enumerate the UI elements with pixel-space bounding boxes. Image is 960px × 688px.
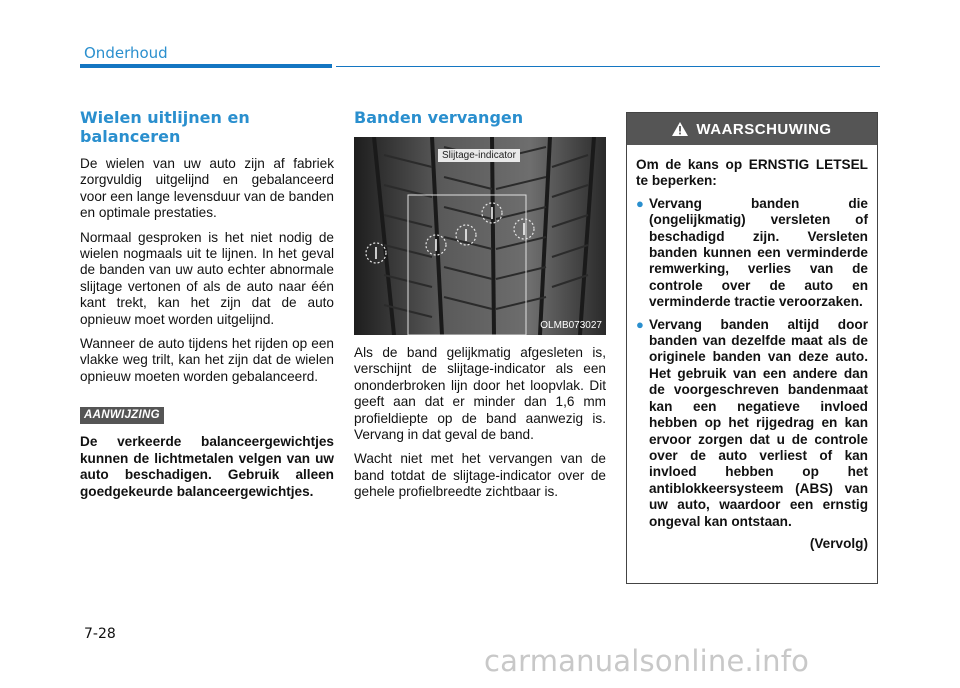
section-header: Onderhoud (84, 44, 168, 62)
paragraph: Wacht niet met het vervangen van de band totdat de slijtage-indicator over de gehele profielbreedte zichtbaar is. (354, 451, 606, 500)
middle-column (354, 108, 606, 509)
paragraph: De wielen van uw auto zijn af fabriek zorgvuldig uitgelijnd en gebalanceerd voor een lange levensduur van de banden en optimale prestaties. (80, 156, 334, 221)
section-title-tires: Banden vervangen (354, 108, 524, 127)
bullet-text: Vervang banden die (ongelijkmatig) versleten of beschadigd zijn. Versleten banden kunnen een verminderde remwerking, verlies van de controle over de auto en verminderde tractie veroorzaken. (649, 195, 868, 310)
warning-triangle-icon (672, 122, 688, 136)
continued-label: (Vervolg) (809, 535, 868, 551)
bullet-icon: ● (636, 195, 644, 211)
tire-tread-image (354, 137, 606, 335)
figure-code: OLMB073027 (540, 320, 602, 331)
note-text: De verkeerde balanceergewichtjes kunnen de lichtmetalen velgen van uw auto beschadigen. Gebruik alleen goedgekeurde balanceergewichtjes. (80, 434, 334, 499)
header-rule-thin (336, 66, 880, 67)
warning-box (626, 112, 878, 584)
note-badge: AANWIJZING (80, 407, 164, 424)
page-number: 7-28 (84, 626, 116, 642)
paragraph: Wanneer de auto tijdens het rijden op een vlakke weg trilt, kan het zijn dat de wielen opnieuw moeten worden gebalanceerd. (80, 336, 334, 384)
warning-header (627, 113, 877, 145)
bullet-icon: ● (636, 316, 644, 332)
warning-heading: WAARSCHUWING (696, 120, 832, 138)
wear-indicator-label: Slijtage-indicator (438, 149, 520, 162)
section-title-wheels: Wielen uitlijnen en balanceren (80, 108, 250, 146)
paragraph: Normaal gesproken is het niet nodig de wielen nogmaals uit te lijnen. In het geval de banden van uw auto echter abnormale slijtage vertonen of als de auto naar één kant trekt, kan het zijn dat de auto opnieuw moet worden uitgelijnd. (80, 229, 334, 327)
watermark: carmanualsonline.info (484, 644, 810, 678)
bullet-text: Vervang banden altijd door banden van dezelfde maat als de originele banden van deze auto. Het gebruik van een andere dan de voorgeschreven bandenmaat kan een negatieve invloed hebben op het rijgedrag en kan ervoor zorgen dat u de controle over de auto verliest of kan invloed hebben op het antiblokkeersysteem (ABS) van uw auto, waardoor een ernstig ongeval kan ontstaan. (649, 316, 868, 529)
header-rule-thick (80, 64, 332, 68)
warning-intro: Om de kans op ERNSTIG LETSEL te beperken: (636, 157, 868, 189)
warning-body (627, 145, 877, 551)
left-column (80, 108, 334, 500)
tire-tread-figure (354, 137, 606, 335)
warning-bullet (636, 196, 868, 311)
paragraph: Als de band gelijkmatig afgesleten is, verschijnt de slijtage-indicator als een ononderbroken lijn door het loopvlak. Dit geeft aan dat er minder dan 1,6 mm profieldiepte op de band aanwezig is. Vervang in dat geval de band. (354, 345, 606, 443)
warning-bullet (636, 317, 868, 530)
